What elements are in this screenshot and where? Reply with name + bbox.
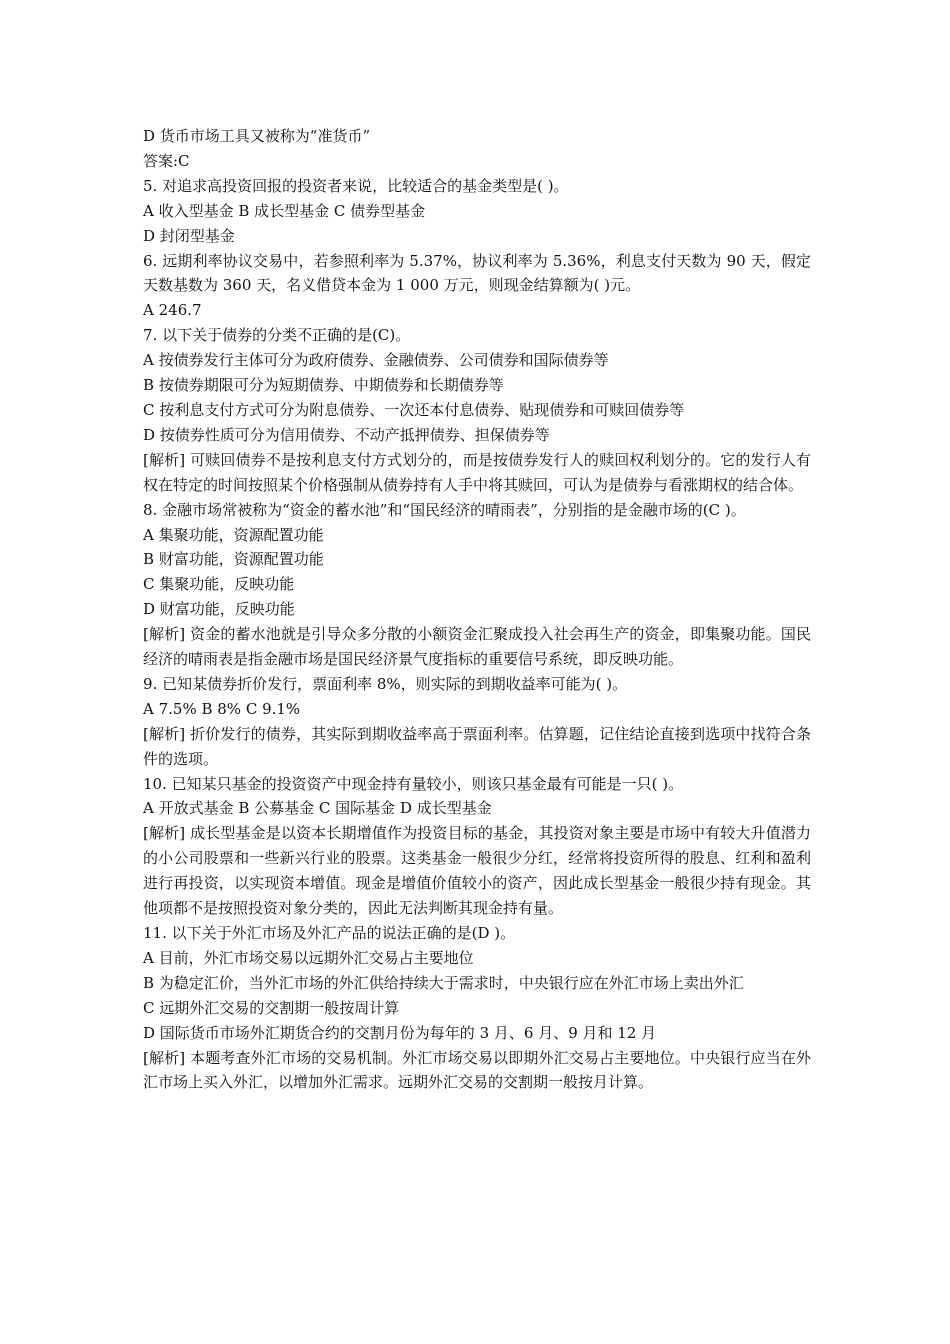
option-line: A 246.7 xyxy=(143,301,202,320)
analysis-paragraph: [解析] 资金的蓄水池就是引导众多分散的小额资金汇聚成投入社会再生产的资金，即集聚功能。国民经济的晴雨表是指金融市场是国民经济景气度指标的重要信号系统，即反映功能。 xyxy=(143,625,811,669)
option-line: D 国际货币市场外汇期货合约的交割月份为每年的 3 月、6 月、9 月和 12 月 xyxy=(143,1023,657,1042)
option-line: A 目前，外汇市场交易以远期外汇交易占主要地位 xyxy=(143,948,474,967)
analysis-paragraph: [解析] 成长型基金是以资本长期增值作为投资目标的基金，其投资对象主要是市场中有较大升值潜力的小公司股票和一些新兴行业的股票。这类基金一般很少分红，经常将投资所得的股息、红利和盈利进行再投资，以实现资本增值。现金是增值价值较小的资产，因此成长型基金一般很少持有现金。其他项都不是按照投资对象分类的，因此无法判断其现金持有量。 xyxy=(143,824,811,918)
question-7: 7. 以下关于债券的分类不正确的是(C)。 xyxy=(143,326,411,345)
option-line: C 远期外汇交易的交割期一般按周计算 xyxy=(143,998,400,1017)
option-line: C 集聚功能，反映功能 xyxy=(143,575,295,594)
option-line: D 货币市场工具又被称为“准货币” xyxy=(143,127,371,145)
option-line: A 开放式基金 B 公募基金 C 国际基金 D 成长型基金 xyxy=(143,799,492,818)
option-line: A 收入型基金 B 成长型基金 C 债券型基金 xyxy=(143,201,426,220)
option-line: B 为稳定汇价，当外汇市场的外汇供给持续大于需求时，中央银行应在外汇市场上卖出外汇 xyxy=(143,973,744,992)
analysis-paragraph: [解析] 本题考查外汇市场的交易机制。外汇市场交易以即期外汇交易占主要地位。中央银行应当在外汇市场上买入外汇，以增加外汇需求。远期外汇交易的交割期一般按月计算。 xyxy=(143,1048,811,1092)
document-body xyxy=(143,124,811,1095)
option-line: D 财富功能，反映功能 xyxy=(143,600,295,619)
question-5: 5. 对追求高投资回报的投资者来说，比较适合的基金类型是( )。 xyxy=(143,176,569,195)
question-10: 10. 已知某只基金的投资资产中现金持有量较小，则该只基金最有可能是一只( )。 xyxy=(143,774,684,793)
question-6: 6. 远期利率协议交易中，若参照利率为 5.37%，协议利率为 5.36%，利息支付天数为 90 天，假定天数基数为 360 天，名义借贷本金为 1 000 万元，则现金结算额为( )元。 xyxy=(143,251,811,295)
answer-line: 答案:C xyxy=(143,151,190,170)
analysis-paragraph: [解析] 可赎回债券不是按利息支付方式划分的，而是按债券发行人的赎回权利划分的。它的发行人有权在特定的时间按照某个价格强制从债券持有人手中将其赎回，可认为是债券与看涨期权的结合体。 xyxy=(143,450,811,494)
option-line: B 财富功能，资源配置功能 xyxy=(143,550,324,569)
option-line: B 按债券期限可分为短期债券、中期债券和长期债券等 xyxy=(143,376,504,395)
option-line: C 按利息支付方式可分为附息债券、一次还本付息债券、贴现债券和可赎回债券等 xyxy=(143,400,685,419)
question-11: 11. 以下关于外汇市场及外汇产品的说法正确的是(D )。 xyxy=(143,924,516,942)
option-line: D 按债券性质可分为信用债券、不动产抵押债券、担保债券等 xyxy=(143,425,550,444)
option-line: A 按债券发行主体可分为政府债券、金融债券、公司债券和国际债券等 xyxy=(143,351,609,370)
question-8: 8. 金融市场常被称为“资金的蓄水池”和“国民经济的晴雨表”，分别指的是金融市场的(C )。 xyxy=(143,500,746,519)
option-line: A 7.5% B 8% C 9.1% xyxy=(143,699,301,718)
option-line: A 集聚功能，资源配置功能 xyxy=(143,525,324,544)
question-9: 9. 已知某债券折价发行，票面利率 8%，则实际的到期收益率可能为( )。 xyxy=(143,674,628,693)
option-line: D 封闭型基金 xyxy=(143,226,235,245)
analysis-paragraph: [解析] 折价发行的债券，其实际到期收益率高于票面利率。估算题，记住结论直接到选项中找符合条件的选项。 xyxy=(143,724,811,768)
